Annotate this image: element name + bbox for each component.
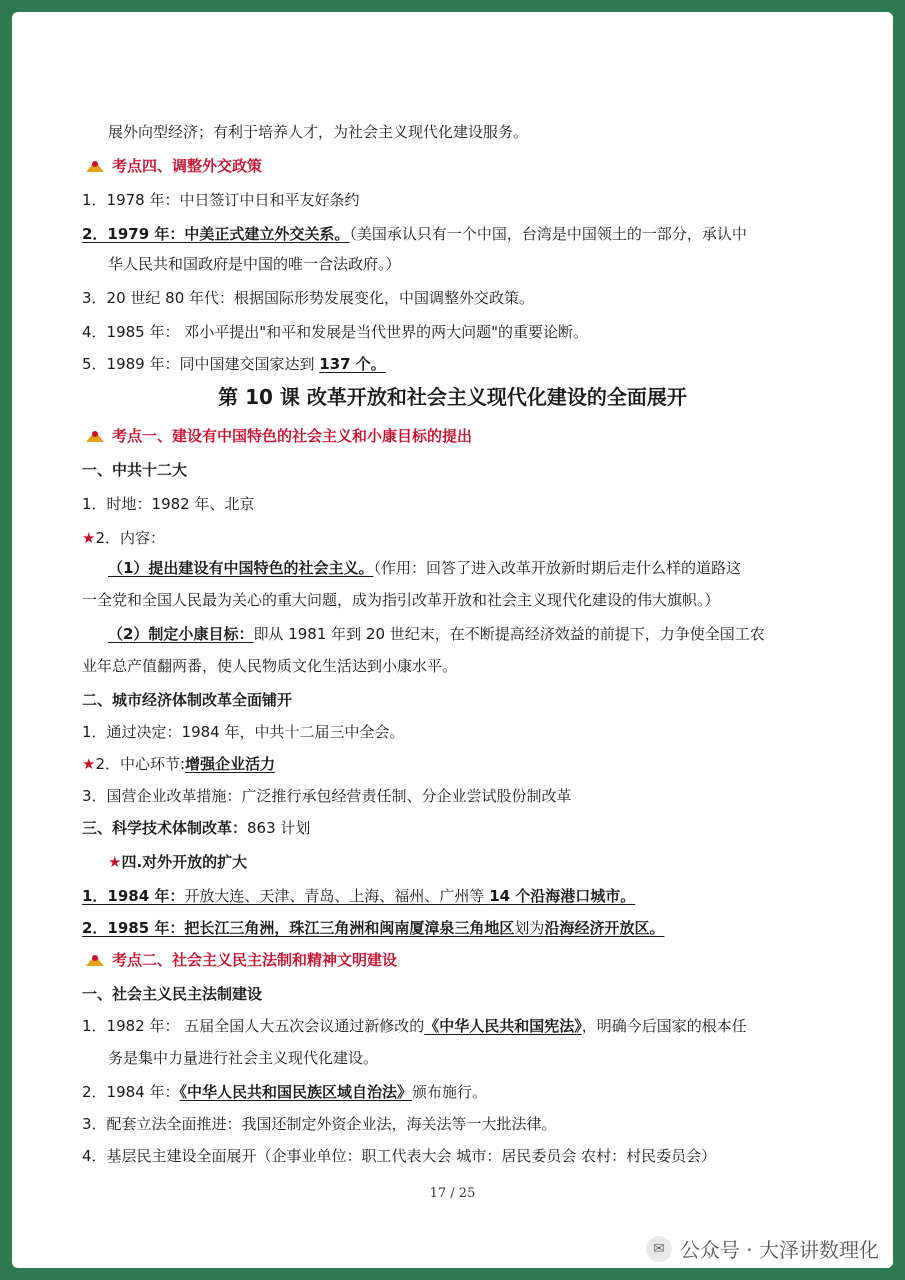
diplomacy-item-5: 5．1989 年：同中国建交国家达到 137 个。 [82,355,386,373]
diplomacy-item-3: 3．20 世纪 80 年代：根据国际形势发展变化，中国调整外交政策。 [82,289,535,307]
s1-point-2-cont: 业年总产值翻两番，使人民物质文化生活达到小康水平。 [82,657,458,675]
page-number: 17 / 25 [429,1186,476,1201]
s3-heading: 三、科学技术体制改革：863 计划 [82,819,311,837]
s4-item-1: 1．1984 年：开放大连、天津、青岛、上海、福州、广州等 14 个沿海港口城市。 [82,887,636,905]
s2-item-1: 1．通过决定：1984 年，中共十二届三中全会。 [82,723,405,741]
star-icon: ★ [82,529,96,547]
diplomacy-item-1: 1．1978 年：中日签订中日和平友好条约 [82,191,360,209]
kd4-header: 考点四、调整外交政策 [84,156,262,176]
s1-heading: 一、中共十二大 [82,461,188,479]
laurel-icon [84,158,106,174]
wechat-icon: ✉ [646,1236,672,1262]
s4-heading: ★四.对外开放的扩大 [108,853,248,871]
s2-item-2: ★2．中心环节:增强企业活力 [82,755,276,773]
s2-heading: 二、城市经济体制改革全面铺开 [82,691,293,709]
diplomacy-item-4: 4．1985 年： 邓小平提出"和平和发展是当代世界的两大问题"的重要论断。 [82,323,589,341]
law-item-1-cont: 务是集中力量进行社会主义现代化建设。 [108,1049,379,1067]
law-item-3: 3．配套立法全面推进：我国还制定外资企业法，海关法等一大批法律。 [82,1115,557,1133]
s1-item-1: 1．时地：1982 年、北京 [82,495,255,513]
s4-item-2: 2．1985 年：把长江三角洲，珠江三角洲和闽南厦漳泉三角地区划为沿海经济开放区。 [82,919,665,937]
s1-point-1-cont: 一全党和全国人民最为关心的重大问题，成为指引改革开放和社会主义现代化建设的伟大旗帜。） [82,591,720,609]
watermark: ✉ 公众号 · 大泽讲数理化 [646,1234,879,1263]
s2-item-3: 3．国营企业改革措施：广泛推行承包经营责任制、分企业尝试股份制改革 [82,787,572,805]
lesson-title: 第 10 课 改革开放和社会主义现代化建设的全面展开 [218,385,687,409]
law-item-2: 2．1984 年：《中华人民共和国民族区域自治法》颁布施行。 [82,1083,488,1101]
laurel-icon [84,952,106,968]
laurel-icon [84,428,106,444]
kd2-header: 考点二、社会主义民主法制和精神文明建设 [84,950,397,970]
s1-point-1: （1）提出建设有中国特色的社会主义。（作用：回答了进入改革开放新时期后走什么样的道路这 [108,559,741,577]
document-page [12,12,893,1268]
law-item-4: 4．基层民主建设全面展开（企事业单位：职工代表大会 城市：居民委员会 农村：村民委员会） [82,1147,717,1165]
kd1-header: 考点一、建设有中国特色的社会主义和小康目标的提出 [84,426,472,446]
diplomacy-item-2-cont: 华人民共和国政府是中国的唯一合法政府。） [108,255,401,273]
star-icon: ★ [82,755,96,773]
s1-point-2: （2）制定小康目标：即从 1981 年到 20 世纪末，在不断提高经济效益的前提下，力争使全国工农 [108,625,765,643]
top-line: 展外向型经济；有利于培养人才，为社会主义现代化建设服务。 [108,123,529,141]
law-item-1: 1．1982 年： 五届全国人大五次会议通过新修改的《中华人民共和国宪法》，明确今后国家的根本任 [82,1017,747,1035]
diplomacy-item-2: 2．1979 年：中美正式建立外交关系。（美国承认只有一个中国，台湾是中国领土的一部分，承认中 [82,225,747,243]
s1-item-2: ★2．内容： [82,529,165,547]
law-heading: 一、社会主义民主法制建设 [82,985,263,1003]
star-icon: ★ [108,853,122,871]
